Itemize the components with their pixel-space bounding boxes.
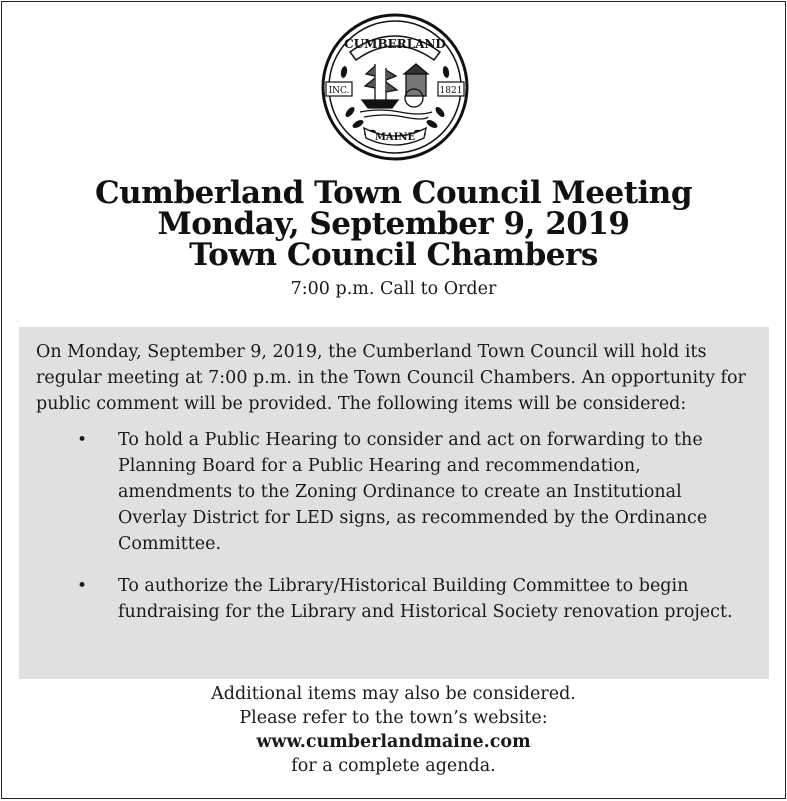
bullet-icon: • xyxy=(77,576,88,596)
bullet-icon: • xyxy=(77,430,88,450)
meeting-title: Cumberland Town Council Meeting xyxy=(94,175,693,211)
intro-paragraph: On Monday, September 9, 2019, the Cumberland Town Council will hold its regular meeting at 7:00 p.m. in the Town Council Chambers. An opportunity for public comment will be provided. The following items will be considered: xyxy=(36,342,746,414)
meeting-date: Monday, September 9, 2019 xyxy=(157,206,630,242)
town-seal xyxy=(320,12,470,162)
agenda-item-text: To hold a Public Hearing to consider and act on forwarding to the Planning Board for a Public Hearing and recommendation, amendments to the Zoning Ordinance to create an Institutional Overlay District for LED signs, as recommended by the Ordinance Committee. xyxy=(118,430,708,554)
meeting-header xyxy=(2,175,785,301)
call-to-order: 7:00 p.m. Call to Order xyxy=(290,279,497,299)
meeting-location: Town Council Chambers xyxy=(189,237,598,273)
footer-line-4: for a complete agenda. xyxy=(291,756,496,776)
agenda-item xyxy=(36,573,753,625)
seal-top-text: CUMBERLAND xyxy=(344,37,446,51)
footer-note xyxy=(2,682,785,778)
agenda-panel xyxy=(19,327,769,679)
notice-page xyxy=(1,1,786,799)
seal-left-text: INC. xyxy=(328,86,350,96)
seal-bottom-text: MAINE xyxy=(374,132,416,143)
footer-line-1: Additional items may also be considered. xyxy=(211,684,576,704)
website-link[interactable]: www.cumberlandmaine.com xyxy=(256,732,531,752)
footer-line-2: Please refer to the town’s website: xyxy=(239,708,548,728)
agenda-item-text: To authorize the Library/Historical Building Committee to begin fundraising for the Library and Historical Society renovation project. xyxy=(118,576,733,622)
agenda-item xyxy=(36,427,753,557)
agenda-list xyxy=(36,427,753,625)
seal-right-text: 1821 xyxy=(439,86,463,96)
